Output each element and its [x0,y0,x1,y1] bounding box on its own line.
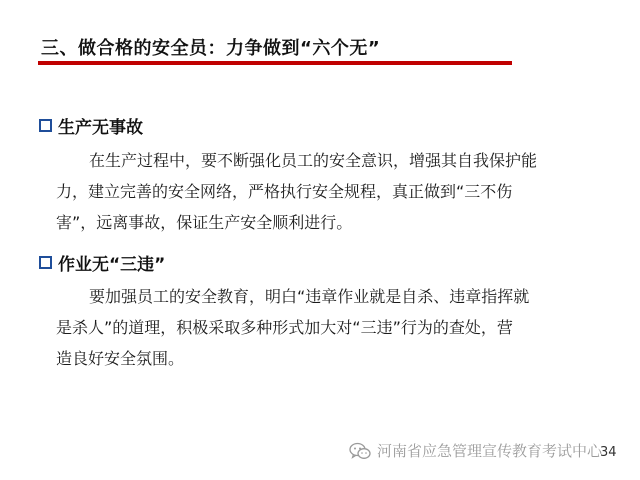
paragraph-line: 是杀人”的道理，积极采取多种形式加大对“三违”行为的查处，营 [56,318,513,337]
section-heading-text: 作业无“三违” [58,255,166,275]
paragraph-line: 在生产过程中，要不断强化员工的安全意识，增强其自我保护能 [89,151,538,170]
title-underline [38,61,512,65]
square-bullet-icon [39,256,52,269]
square-bullet-icon [39,119,52,132]
section-heading-2 [39,250,165,275]
section-paragraph-2 [56,281,602,374]
paragraph-line: 要加强员工的安全教育，明白“违章作业就是自杀、违章指挥就 [89,287,530,306]
paragraph-line: 造良好安全氛围。 [56,349,185,368]
section-heading-text: 生产无事故 [58,118,143,138]
paragraph-line: 力，建立完善的安全网络，严格执行安全规程，真正做到“三不伤 [56,182,513,201]
watermark-text: 河南省应急管理宣传教育考试中心 [377,442,603,460]
slide-title: 三、做合格的安全员：力争做到“六个无” [41,38,381,59]
section-heading-1 [39,113,143,138]
wechat-watermark [349,440,602,461]
section-paragraph-1 [56,145,602,238]
page-number: 34 [600,445,617,460]
paragraph-line: 害”，远离事故，保证生产安全顺利进行。 [56,213,353,232]
wechat-icon [349,442,371,460]
